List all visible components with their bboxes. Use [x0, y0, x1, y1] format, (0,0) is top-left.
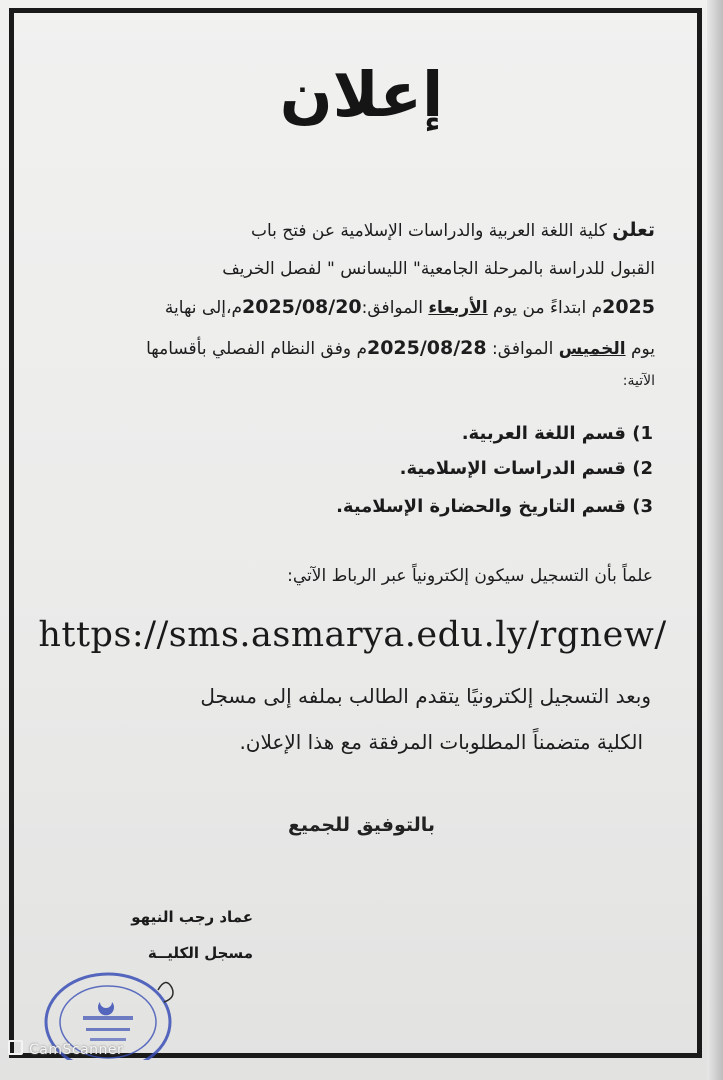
closing-greeting: بالتوفيق للجميع: [287, 814, 436, 836]
body-line-3: [40, 296, 655, 318]
end-day: الخميس: [558, 339, 626, 359]
scanner-logo-icon: [8, 1040, 23, 1055]
signatory-name: عماد رجب النيهو: [131, 908, 253, 926]
page-border-frame: [9, 8, 702, 1058]
department-item: 2) قسم الدراسات الإسلامية.: [399, 458, 653, 479]
body-line-1: [40, 219, 655, 241]
registration-url: https://sms.asmarya.edu.ly/rgnew/: [38, 615, 667, 655]
body-line-4: [40, 337, 655, 359]
signatory-role: مسجل الكليــة: [147, 944, 253, 962]
department-item: 1) قسم اللغة العربية.: [461, 423, 653, 444]
line4-part-a: يوم: [625, 339, 655, 359]
line3-part-b: الموافق:: [361, 298, 429, 318]
registration-note: علماً بأن التسجيل سيكون إلكترونياً عبر الرباط الآتي:: [287, 566, 653, 586]
department-item: 3) قسم التاريخ والحضارة الإسلامية.: [336, 496, 653, 517]
body-line-2: القبول للدراسة بالمرحلة الجامعية" الليسانس " لفصل الخريف: [222, 259, 655, 279]
lead-word: تعلن: [612, 219, 655, 241]
line4-part-b: الموافق:: [486, 339, 559, 359]
line4-part-c: م وفق النظام الفصلي بأقسامها: [146, 339, 367, 359]
watermark-text: CamScanner: [29, 1042, 124, 1058]
announcement-title: إعلان: [279, 58, 444, 131]
line3-part-a: م ابتداءً من يوم: [487, 298, 603, 318]
page-edge-shadow: [707, 0, 723, 1080]
after-line-1: وبعد التسجيل إلكترونيًا يتقدم الطالب بملفه إلى مسجل: [200, 684, 651, 708]
end-date: 2025/08/28: [366, 337, 487, 359]
line1-text: كلية اللغة العربية والدراسات الإسلامية عن فتح باب: [250, 221, 613, 241]
line3-part-c: م،إلى نهاية: [164, 298, 243, 318]
start-date: 2025/08/20: [242, 296, 362, 318]
after-line-2: الكلية متضمناً المطلوبات المرفقة مع هذا الإعلان.: [239, 730, 643, 754]
year-text: 2025: [602, 296, 655, 318]
start-day: الأربعاء: [428, 298, 488, 318]
scanner-watermark: [8, 1040, 123, 1062]
body-line-5: الآتية:: [622, 373, 655, 389]
